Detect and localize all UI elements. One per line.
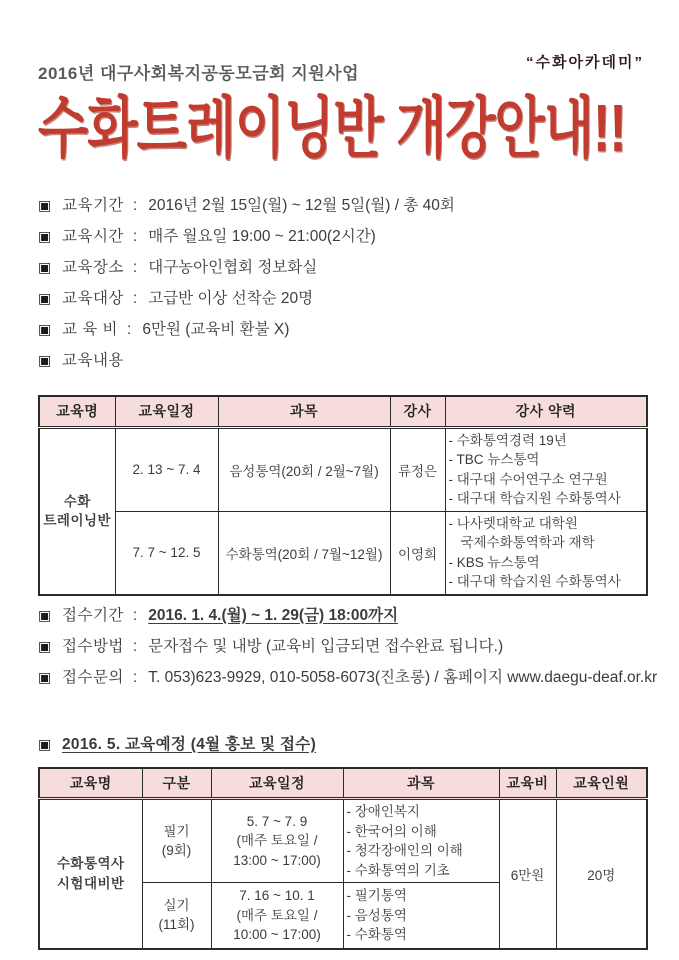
col-header-schedule: 교육일정 (211, 768, 343, 799)
profile-cell (445, 511, 647, 595)
apply-label: 접수방법 (62, 637, 124, 655)
type-line: 필기 (163, 823, 190, 839)
course-table (38, 395, 648, 596)
col-header-profile: 강사 약력 (445, 396, 647, 427)
table-row (39, 511, 647, 595)
apply-item-contact (38, 665, 658, 696)
col-header-subject: 과목 (218, 396, 390, 427)
subject-line: - 필기통역 (346, 888, 407, 903)
info-label: 교육대상 (62, 290, 124, 307)
info-item-time (38, 224, 646, 255)
schedule-cell (211, 883, 343, 949)
subject-line: - 청각장애인의 이해 (346, 843, 463, 858)
course-name-line: 트레이닝반 (43, 513, 112, 528)
apply-label: 접수기간 (62, 606, 124, 624)
plan-table (38, 767, 648, 950)
schedule-line: 7. 16 ~ 10. 1 (239, 888, 315, 903)
subject-cell: 음성통역(20회 / 2월~7월) (218, 427, 390, 511)
type-line: (9회) (161, 843, 192, 858)
subject-line: - 수화통역의 기초 (346, 862, 450, 878)
page-title: 수화트레이닝반 개강안내!! (38, 92, 626, 167)
plan-section-title: 2016. 5. 교육예정 (4월 홍보 및 접수) (62, 735, 317, 753)
col-header-subject: 과목 (343, 768, 499, 799)
course-name-line: 시험대비반 (56, 875, 125, 891)
schedule-cell: 7. 7 ~ 12. 5 (115, 511, 218, 595)
schedule-cell (211, 799, 343, 883)
square-bullet-icon: ▣ (38, 637, 52, 654)
schedule-line: (매주 토요일 / (236, 907, 318, 923)
subject-line: - 장애인복지 (346, 804, 420, 819)
course-name-cell (39, 799, 142, 949)
col-header-capacity: 교육인원 (556, 768, 647, 799)
info-item-target (38, 286, 646, 317)
apply-separator: : (132, 606, 138, 624)
course-name-line: 수화통역사 (56, 856, 125, 872)
schedule-line: 10:00 ~ 17:00) (233, 927, 321, 942)
square-bullet-icon: ▣ (38, 735, 52, 752)
info-separator: : (132, 228, 138, 245)
subject-line: - 음성통역 (346, 907, 407, 923)
capacity-cell: 20명 (556, 799, 647, 949)
apply-separator: : (132, 668, 138, 686)
col-header-course-name: 교육명 (39, 396, 115, 427)
info-label: 교육시간 (62, 228, 124, 245)
type-line: 실기 (163, 897, 190, 913)
apply-item-period (38, 603, 646, 634)
type-cell (142, 799, 211, 883)
info-label: 교육내용 (62, 352, 124, 369)
info-label: 교육장소 (62, 259, 124, 276)
type-cell (142, 883, 211, 949)
subject-line: - 한국어의 이해 (346, 823, 437, 839)
info-item-place (38, 255, 646, 286)
info-separator: : (132, 290, 138, 307)
info-label: 교육기간 (62, 197, 124, 214)
plan-section-header (38, 732, 646, 754)
subject-line: - 수화통역 (346, 927, 407, 942)
apply-item-method (38, 634, 646, 665)
square-bullet-icon: ▣ (38, 352, 52, 368)
info-separator: : (132, 197, 138, 214)
schedule-line: 13:00 ~ 17:00) (233, 852, 321, 868)
info-value: 고급반 이상 선착순 20명 (148, 290, 314, 307)
info-item-fee (38, 317, 646, 348)
schedule-line: (매주 토요일 / (236, 833, 318, 849)
apply-value: 문자접수 및 내방 (교육비 입금되면 접수완료 됩니다.) (148, 637, 504, 655)
info-separator: : (127, 321, 132, 338)
plan-table-header (39, 768, 647, 799)
table-row (39, 799, 647, 883)
info-value: 대구농아인협회 정보화실 (148, 259, 318, 276)
info-value: 매주 월요일 19:00 ~ 21:00(2시간) (148, 228, 376, 245)
instructor-cell: 류정은 (390, 427, 445, 511)
course-name-cell (39, 427, 115, 595)
fee-cell: 6만원 (499, 799, 556, 949)
col-header-schedule: 교육일정 (115, 396, 218, 427)
apply-info-list (38, 603, 658, 696)
profile-line: - TBC 뉴스통역 (448, 452, 540, 467)
schedule-cell: 2. 13 ~ 7. 4 (115, 427, 218, 511)
subject-cell (343, 799, 499, 883)
square-bullet-icon: ▣ (38, 290, 52, 306)
academy-label: “수화아카데미” (526, 54, 644, 71)
schedule-line: 5. 7 ~ 7. 9 (246, 813, 308, 829)
apply-label: 접수문의 (62, 668, 124, 686)
profile-line: - 대구대 학습지원 수화통역사 (448, 574, 621, 589)
type-line: (11회) (158, 917, 195, 933)
profile-line: - 대구대 수어연구소 연구원 (448, 471, 608, 487)
subject-cell (343, 883, 499, 949)
instructor-cell: 이영희 (390, 511, 445, 595)
profile-cell (445, 427, 647, 511)
subject-cell: 수화통역(20회 / 7월~12월) (218, 511, 390, 595)
square-bullet-icon: ▣ (38, 606, 52, 623)
course-name-line: 수화 (63, 493, 91, 509)
header (38, 50, 646, 84)
square-bullet-icon: ▣ (38, 197, 52, 213)
square-bullet-icon: ▣ (38, 228, 52, 244)
col-header-instructor: 강사 (390, 396, 445, 427)
apply-value: 2016. 1. 4.(월) ~ 1. 29(금) 18:00까지 (148, 606, 399, 624)
program-subtitle: 2016년 대구사회복지공동모금회 지원사업 (38, 64, 360, 83)
info-separator: : (132, 259, 138, 276)
apply-separator: : (132, 637, 138, 655)
info-value: 2016년 2월 15일(월) ~ 12월 5일(월) / 총 40회 (148, 197, 455, 214)
square-bullet-icon: ▣ (38, 668, 52, 685)
profile-line: - KBS 뉴스통역 (448, 554, 540, 570)
col-header-course-name: 교육명 (39, 768, 142, 799)
profile-line: 국제수화통역학과 재학 (460, 535, 595, 550)
col-header-fee: 교육비 (499, 768, 556, 799)
apply-value: T. 053)623-9929, 010-5058-6073(진초롱) / 홈페이지 www.daegu-deaf.or.kr (148, 668, 658, 686)
course-info-list (38, 193, 646, 379)
info-label: 교 육 비 (62, 321, 119, 338)
profile-line: - 나사렛대학교 대학원 (448, 515, 578, 531)
info-item-content (38, 348, 646, 379)
profile-line: - 수화통역경력 19년 (448, 432, 567, 448)
info-value: 6만원 (교육비 환불 X) (142, 321, 290, 338)
profile-line: - 대구대 학습지원 수화통역사 (448, 491, 621, 506)
square-bullet-icon: ▣ (38, 321, 52, 337)
table-row (39, 427, 647, 511)
course-table-header (39, 396, 647, 427)
col-header-type: 구분 (142, 768, 211, 799)
square-bullet-icon: ▣ (38, 259, 52, 275)
